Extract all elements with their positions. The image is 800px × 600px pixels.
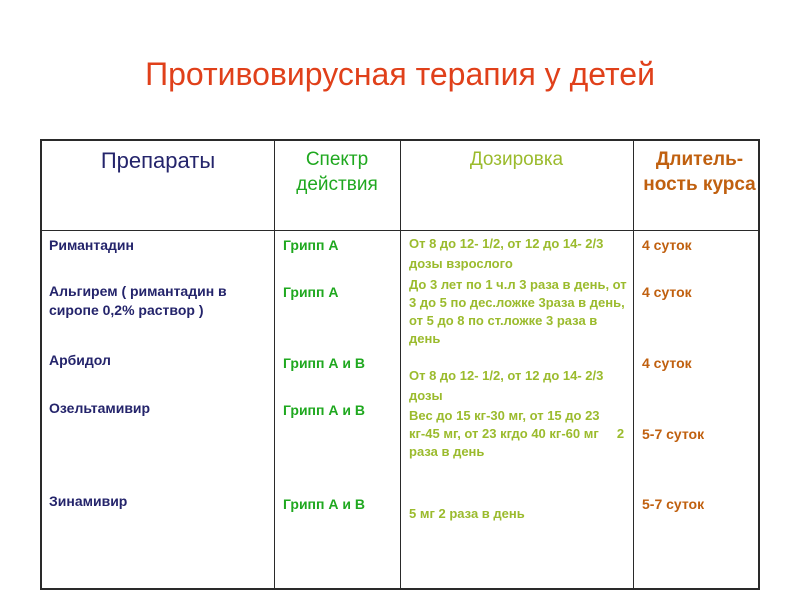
therapy-table (40, 139, 760, 590)
header-dosage: Дозировка (469, 149, 564, 170)
duration-value: 5-7 суток (642, 496, 705, 512)
spectrum-value: Грипп А и В (283, 496, 365, 512)
dosage-value: От 8 до 12- 1/2, от 12 до 14- 2/3 дозы (409, 368, 604, 403)
header-duration: Длитель-ность курса (643, 149, 756, 195)
duration-value: 4 суток (642, 355, 692, 371)
duration-value: 4 суток (642, 284, 692, 300)
drug-name: Зинамивир (49, 493, 128, 509)
dosage-value: От 8 до 12- 1/2, от 12 до 14- 2/3 дозы взрослого (409, 236, 604, 271)
drug-name: Арбидол (49, 352, 111, 368)
column-divider (274, 141, 275, 588)
slide-title: Противовирусная терапия у детей (145, 56, 655, 92)
duration-value: 5-7 суток (642, 426, 705, 442)
drug-name: Римантадин (49, 237, 134, 253)
drug-name: Озельтамивир (49, 400, 151, 416)
spectrum-value: Грипп А (283, 237, 339, 253)
header-drugs: Препараты (100, 148, 216, 173)
spectrum-value: Грипп А (283, 284, 339, 300)
dosage-value: 5 мг 2 раза в день (409, 506, 525, 521)
dosage-value: Вес до 15 кг-30 мг, от 15 до 23 кг-45 мг, от 23 кгдо 40 кг-60 мг 2 раза в день (409, 408, 628, 459)
header-spectrum: Спектр действия (296, 149, 378, 195)
duration-value: 4 суток (642, 237, 692, 253)
drug-name: Альгирем ( римантадин в сиропе 0,2% раствор ) (49, 283, 227, 318)
column-divider (633, 141, 634, 588)
header-divider (42, 230, 758, 231)
dosage-value: До 3 лет по 1 ч.л 3 раза в день, от 3 до 5 по дес.ложке 3раза в день, от 5 до 8 по ст.ложке 3 раза в день (409, 277, 627, 346)
spectrum-value: Грипп А и В (283, 402, 365, 418)
spectrum-value: Грипп А и В (283, 355, 365, 371)
